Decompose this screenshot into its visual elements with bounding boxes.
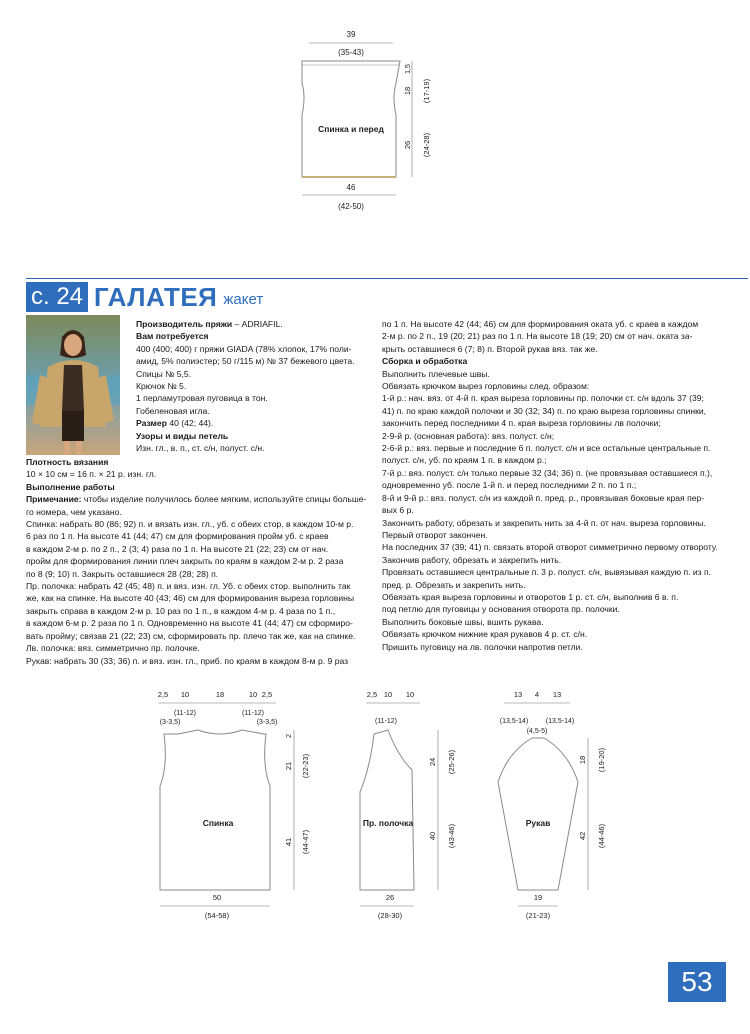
- text-line-body: 1 перламутровая пуговица в тон.: [136, 393, 268, 404]
- shape-sleeve: [498, 738, 578, 890]
- text-line: [382, 330, 727, 342]
- back-dim-h3: 41: [284, 837, 293, 847]
- text-line: [26, 630, 368, 642]
- front-dim-h2-alt: (43-46): [447, 823, 456, 849]
- text-line-body: в каждом 2-м р. по 2 п., 2 (3; 4) раза по 1 п. На высоте 21 (22; 23) см от нач.: [26, 543, 329, 554]
- text-line-body: На последних 37 (39; 41) п. связать второй отворот симметрично первому отвороту.: [382, 542, 718, 553]
- text-line-body: Гобеленовая игла.: [136, 405, 210, 416]
- back-label: Спинка: [202, 818, 234, 828]
- back-dim-alt-cl: (3-3,5): [159, 719, 181, 726]
- text-line-body: Рукав: набрать 30 (33; 36) п. и вяз. изн. гл., приб. по краям в каждом 8-м р. 9 раз: [26, 655, 349, 666]
- text-line-body: пред. р. Обрезать и закрепить нить.: [382, 579, 526, 590]
- text-line-body: Спинка: набрать 80 (86; 92) п. и вязать изн. гл., уб. с обеих стор. в каждом 10-м р.: [26, 519, 354, 530]
- dim-h-bottom-alt: (24-28): [422, 132, 431, 158]
- schematic-back: [150, 686, 320, 922]
- text-line: [382, 467, 727, 479]
- text-line: [26, 592, 368, 604]
- shape-back: [160, 730, 270, 890]
- dim-h-bottom: 26: [403, 140, 412, 150]
- sleeve-dim-w: 19: [533, 893, 543, 902]
- text-line-body: закончить перед последними 4 п. края выреза горловины лв полочки;: [382, 418, 661, 429]
- sleeve-dim-h2-alt: (44-46): [597, 823, 606, 849]
- text-line: [136, 355, 366, 367]
- text-line: [382, 392, 727, 404]
- text-line: [26, 530, 368, 542]
- text-line: [382, 343, 727, 355]
- schematic-top-label: Спинка и перед: [318, 124, 384, 134]
- text-line: [26, 468, 368, 480]
- sleeve-dim-h1: 18: [578, 755, 587, 765]
- text-line-body: Обвязать края выреза горловины и отворотов 1 р. ст. с/н, выполнив 6 в. п.: [382, 591, 679, 602]
- text-line-bold: Размер: [136, 418, 167, 429]
- text-line: [382, 454, 727, 466]
- text-line-body: вать пройму; связав 21 (22; 23) см, сформировать пр. плечо так же, как на спинке.: [26, 630, 356, 641]
- text-line: [382, 417, 727, 429]
- front-dim-t2: 10: [383, 690, 393, 699]
- text-line: [136, 417, 366, 429]
- sleeve-label: Рукав: [525, 818, 551, 828]
- text-line: [382, 566, 727, 578]
- text-line: [382, 641, 727, 653]
- text-line: [26, 568, 368, 580]
- front-dim-t3: 10: [405, 690, 415, 699]
- back-dim-alt-l: (11-12): [173, 710, 197, 717]
- text-line: [382, 504, 727, 516]
- back-dim-h1: 2: [286, 734, 293, 738]
- text-line: [26, 518, 368, 530]
- sleeve-dim-h1-alt: (19-20): [597, 747, 606, 773]
- text-line: [136, 380, 366, 392]
- front-label: Пр. полочка: [362, 818, 414, 828]
- front-dim-h2: 40: [428, 831, 437, 841]
- text-line: [26, 493, 368, 505]
- back-dim-t1: 2,5: [157, 690, 169, 699]
- text-line-body: Крючок № 5.: [136, 381, 187, 392]
- text-line: [26, 655, 368, 667]
- sleeve-dim-w-alt: (21-23): [525, 911, 551, 920]
- front-dim-t1: 2,5: [366, 690, 378, 699]
- text-line-bold: Узоры и виды петель: [136, 430, 229, 441]
- text-line-bold: Плотность вязания: [26, 457, 109, 467]
- back-dim-w-alt: (54-58): [204, 911, 230, 920]
- text-line-body: под петлю для пуговицы у основания отворота пр. полочки.: [382, 604, 620, 615]
- dim-bottom-width-alt: (42-50): [338, 202, 364, 211]
- sleeve-dim-alt-l: (13,5-14): [499, 718, 529, 725]
- materials-column: [136, 318, 366, 454]
- text-line-body: же, как на спинке. На высоте 40 (43; 46) см для формирования выреза горловины: [26, 593, 355, 604]
- text-line: [382, 442, 727, 454]
- dim-h-mid-alt: (17-19): [422, 78, 431, 104]
- text-line: [382, 368, 727, 380]
- text-line-body: крыть оставшиеся 6 (7; 8) п. Второй рукав вяз. так же.: [382, 343, 598, 354]
- text-line-body: 400 (400; 400) г пряжи GIADA (78% хлопок, 17% поли-: [136, 343, 352, 354]
- text-line: [382, 380, 727, 392]
- back-dim-w: 50: [212, 893, 222, 902]
- front-dim-alt: (11-12): [374, 718, 398, 725]
- text-line: [26, 456, 368, 468]
- front-dim-h1-alt: (25-26): [447, 749, 456, 775]
- text-line-body: пройм для формирования линии плеч закрыть по краям в каждом 2-м р. 2 раза: [26, 556, 344, 567]
- text-line: [382, 541, 727, 553]
- text-line-bold: Вам потребуется: [136, 331, 209, 342]
- text-line-body: Изн. гл., в. п., ст. с/н, полуст. с/н.: [136, 443, 265, 454]
- text-line-body: 8-й и 9-й р.: вяз. полуст. с/н из каждой п. пред. р., провязывая боковые края пер-: [382, 492, 705, 503]
- back-dim-h2: 21: [284, 761, 293, 771]
- text-line-body: Первый отворот закончен.: [382, 529, 488, 540]
- text-line-body: вых 6 р.: [382, 505, 414, 516]
- text-line-body: го номера, чем указано.: [26, 506, 122, 517]
- text-line: [26, 481, 368, 493]
- text-line-body: в каждом 6-м р. 2 раза по 1 п. Одновременно на высоте 41 (44; 47) см сформиро-: [26, 618, 353, 629]
- dim-h-top: 1,5: [405, 64, 412, 74]
- text-line: [136, 430, 366, 442]
- instructions-right-column: [382, 318, 727, 653]
- text-line-body: полуст. с/н, уб. по краям 1 п. в каждом р.;: [382, 455, 547, 466]
- back-dim-t2: 10: [180, 690, 190, 699]
- article-subtitle: жакет: [223, 290, 264, 308]
- text-line-body: по 1 п. На высоте 42 (44; 46) см для формирования оката уб. с краев в каждом: [382, 319, 699, 329]
- text-line: [136, 318, 366, 330]
- text-line-body: по 8 (9; 10) п. Закрыть оставшиеся 28 (28; 28) п.: [26, 568, 219, 579]
- article-title: ГАЛАТЕЯ: [94, 281, 218, 312]
- text-line: [382, 579, 727, 591]
- text-line-body: Выполнить плечевые швы.: [382, 368, 490, 379]
- text-line: [382, 591, 727, 603]
- text-line-body: 7-й р.: вяз. полуст. с/н только первые 32 (34; 36) п. (не провязывая оставшиеся п.),: [382, 467, 713, 478]
- text-line-body: Пришить пуговицу на лв. полочки напротив петли.: [382, 641, 583, 652]
- dim-bottom-width: 46: [346, 183, 356, 192]
- back-dim-t3: 18: [215, 690, 225, 699]
- text-line: [382, 405, 727, 417]
- text-line: [26, 506, 368, 518]
- text-line-bold: Выполнение работы: [26, 481, 115, 492]
- header-rule: [26, 278, 748, 279]
- text-line: [382, 492, 727, 504]
- text-line: [382, 554, 727, 566]
- instructions-left-column: [26, 456, 368, 667]
- back-dim-t4: 10: [248, 690, 258, 699]
- text-line-body: закрыть справа в каждом 2-м р. 10 раз по 1 п., в каждом 4-м р. 4 раза по 1 п.,: [26, 605, 336, 616]
- text-line-body: 1-й р.: нач. вяз. от 4-й п. края выреза горловины пр. полочки ст. с/н вдоль 37 (39;: [382, 393, 704, 404]
- sleeve-dim-h2: 42: [578, 831, 587, 841]
- text-line: [382, 616, 727, 628]
- text-line-body: Пр. полочка: набрать 42 (45; 48) п. и вяз. изн. гл. Уб. с обеих стор. выполнить так: [26, 581, 351, 592]
- text-line-body: одновременно уб. после 1-й п. и перед последними 2 п. по 1 п.;: [382, 480, 637, 491]
- text-line: [382, 355, 727, 367]
- back-dim-alt-r: (11-12): [241, 710, 265, 717]
- text-line-body: Провязать оставшиеся центральные п. 3 р. полуст. с/н, вывязывая каждую п. из п.: [382, 567, 712, 578]
- text-line: [382, 479, 727, 491]
- page-ref-badge: с. 24: [26, 282, 88, 312]
- sleeve-dim-t2: 4: [534, 690, 540, 699]
- shape-back-front: [302, 61, 400, 177]
- back-dim-h3-alt: (44-47): [301, 829, 310, 855]
- dim-top-width: 39: [346, 30, 356, 39]
- text-line-body: Выполнить боковые швы, вшить рукава.: [382, 616, 544, 627]
- text-line: [26, 642, 368, 654]
- text-line: [136, 343, 366, 355]
- schematic-front: [350, 686, 465, 922]
- page-number: 53: [668, 962, 726, 1002]
- text-line-body: чтобы изделие получилось более мягким, используйте спицы больше-: [81, 494, 367, 505]
- model-photo: [26, 315, 120, 455]
- text-line: [26, 605, 368, 617]
- text-line-body: – ADRIAFIL.: [232, 319, 283, 329]
- text-line-body: Закончив работу, обрезать и закрепить нить.: [382, 554, 562, 565]
- text-line-body: Лв. полочка: вяз. симметрично пр. полочке.: [26, 643, 200, 654]
- text-line-body: 2-9-й р. (основная работа): вяз. полуст. с/н;: [382, 430, 555, 441]
- sleeve-dim-alt-c: (4,5-5): [526, 728, 548, 735]
- text-line-bold: Примечание:: [26, 494, 82, 505]
- text-line: [382, 318, 727, 330]
- text-line-body: 40 (42; 44).: [166, 418, 214, 429]
- text-line-bold: Сборка и обработка: [382, 356, 468, 367]
- schematic-sleeve: [490, 686, 615, 922]
- text-line: [26, 543, 368, 555]
- front-dim-w-alt: (28-30): [377, 911, 403, 920]
- text-line: [136, 330, 366, 342]
- text-line-bold: Производитель пряжи: [136, 319, 233, 329]
- dim-top-width-alt: (35-43): [338, 48, 364, 57]
- text-line-body: 6 раз по 1 п. На высоте 41 (44; 47) см для формирования пройм уб. с краев: [26, 531, 329, 542]
- text-line-body: 2-м р. по 2 п., 19 (20; 21) раз по 1 п. На высоте 18 (19; 20) см от нач. оката за-: [382, 331, 693, 342]
- text-line-body: Обвязать крючком нижние края рукавов 4 р. ст. с/н.: [382, 629, 588, 640]
- sleeve-dim-t1: 13: [513, 690, 523, 699]
- text-line: [136, 368, 366, 380]
- back-dim-t5: 2,5: [261, 690, 273, 699]
- text-line-body: Закончить работу, обрезать и закрепить нить за 4-й п. от нач. выреза горловины.: [382, 517, 706, 528]
- text-line: [26, 580, 368, 592]
- sleeve-dim-t3: 13: [552, 690, 562, 699]
- schematic-back-front: [290, 25, 450, 215]
- front-dim-w: 26: [385, 893, 395, 902]
- text-line: [136, 405, 366, 417]
- text-line-body: 41) п. по краю каждой полочки и 30 (32; 34) п. по краю выреза горловины спинки,: [382, 405, 707, 416]
- shape-front: [360, 730, 414, 890]
- article-header: [26, 280, 263, 314]
- text-line-body: амид, 5% полиэстер; 50 г/115 м) № 37 бежевого цвета.: [136, 356, 355, 367]
- text-line-body: 2-6-й р.: вяз. первые и последние 6 п. полуст. с/н и все остальные центральные п.: [382, 443, 711, 454]
- text-line-body: 10 × 10 см = 16 п. × 21 р. изн. гл.: [26, 469, 157, 480]
- back-dim-alt-cr: (3-3,5): [256, 719, 278, 726]
- text-line: [382, 430, 727, 442]
- back-dim-h2-alt: (22-23): [301, 753, 310, 779]
- text-line: [382, 603, 727, 615]
- front-dim-h1: 24: [428, 757, 437, 767]
- text-line: [136, 392, 366, 404]
- text-line: [26, 555, 368, 567]
- text-line: [382, 529, 727, 541]
- text-line: [382, 628, 727, 640]
- text-line: [26, 617, 368, 629]
- text-line: [382, 517, 727, 529]
- text-line-body: Спицы № 5,5.: [136, 368, 192, 379]
- text-line: [136, 442, 366, 454]
- dim-h-mid: 18: [403, 86, 412, 96]
- sleeve-dim-alt-r: (13,5-14): [545, 718, 575, 725]
- text-line-body: Обвязать крючком вырез горловины след. образом:: [382, 381, 590, 392]
